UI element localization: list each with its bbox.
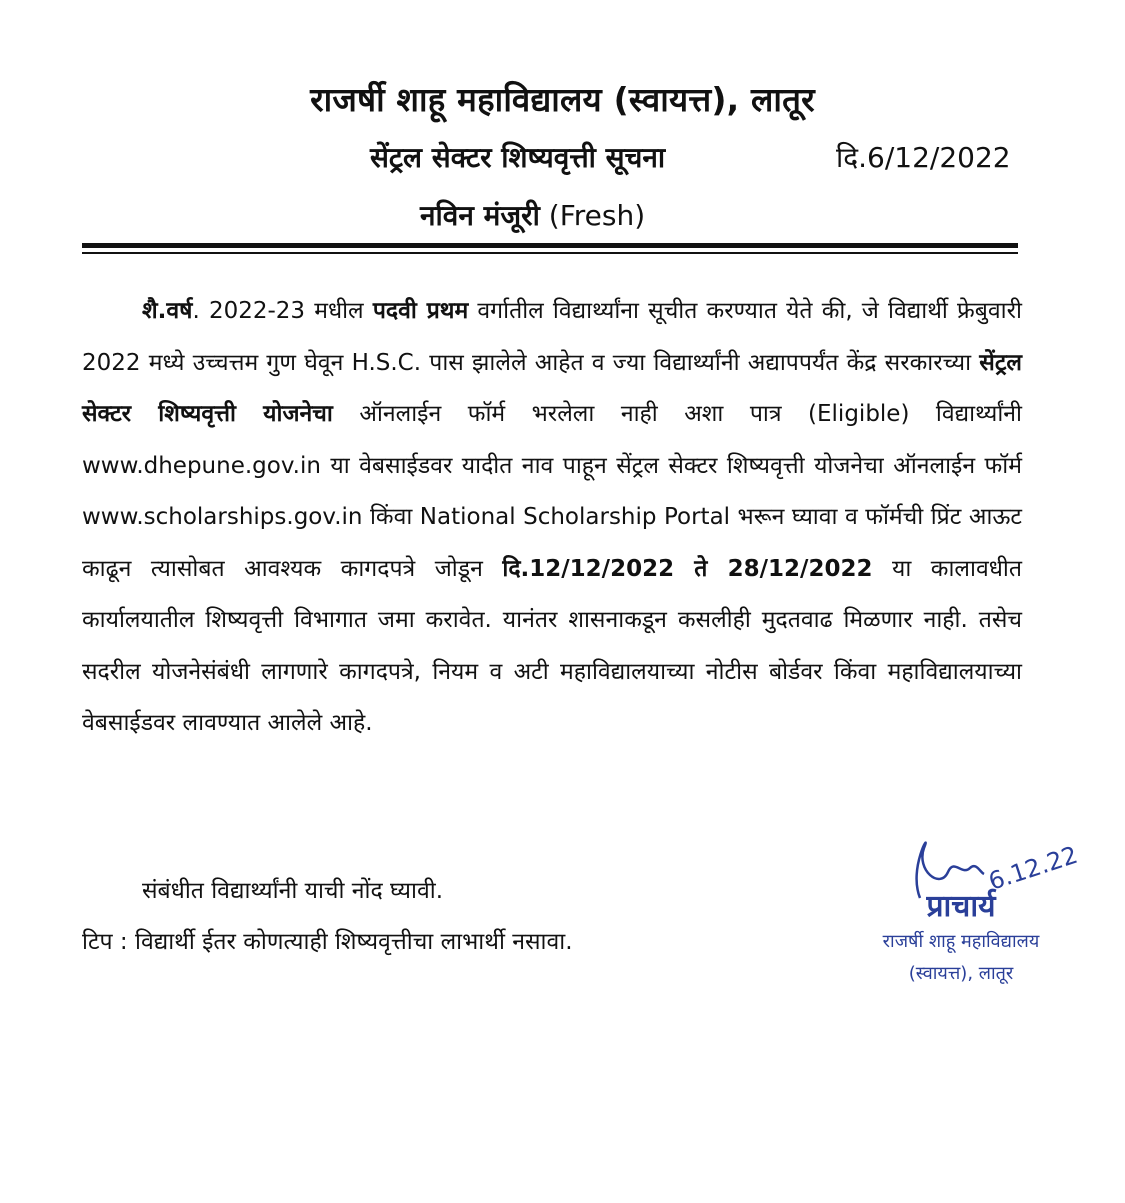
class-name: पदवी प्रथम bbox=[372, 298, 469, 324]
header-divider-thin bbox=[82, 252, 1018, 254]
stamp-location: (स्वायत्त), लातूर bbox=[908, 963, 1014, 984]
approval-label: नविन मंजूरी bbox=[420, 199, 540, 232]
header-divider-thick bbox=[82, 243, 1018, 248]
principal-stamp bbox=[836, 888, 1086, 990]
body-text: ऑनलाईन फॉर्म भरलेला नाही अशा पात्र (Eligible) विद्यार्थ्यांनी www.dhepune.gov.in या वेबसाईडवर यादीत नाव पाहून सेंट्रल सेक्टर शिष्यवृत्ती योजनेचा ऑनलाईन फॉर्म www.scholarships.gov.in किंवा National Scholarship Portal भरून घ्यावा व फॉर्मची प्रिंट आऊट काढून त्यासोबत आवश्यक कागदपत्रे जोडून bbox=[82, 401, 1022, 582]
academic-year-label: शै.वर्ष bbox=[142, 298, 193, 324]
approval-suffix: (Fresh) bbox=[539, 199, 646, 232]
notice-paragraph bbox=[82, 286, 1022, 750]
body-text: वर्गातील विद्यार्थ्यांना सूचीत करण्यात येते की, जे विद्यार्थी फ्रेबुवारी 2022 मध्ये उच्चत्तम गुण घेवून H.S.C. पास झालेले आहेत व ज्या विद्यार्थ्यांनी अद्यापपर्यंत केंद्र सरकारच्या bbox=[82, 298, 1022, 376]
notice-tip: टिप : विद्यार्थी ईतर कोणत्याही शिष्यवृत्तीचा लाभार्थी नसावा. bbox=[82, 929, 573, 955]
submission-period: दि.12/12/2022 ते 28/12/2022 bbox=[502, 555, 873, 582]
stamp-college: राजर्षी शाहू महाविद्यालय bbox=[882, 931, 1040, 952]
notice-instruction: संबंधीत विद्यार्थ्यांनी याची नोंद घ्यावी. bbox=[142, 878, 444, 904]
scheme-name: सेंट्रल सेक्टर शिष्यवृत्ती योजनेचा bbox=[82, 349, 1022, 427]
body-text: . 2022-23 मधील bbox=[192, 298, 373, 324]
body-text: या कालावधीत कार्यालयातील शिष्यवृत्ती विभागात जमा करावेत. यानंतर शासनाकडून कसलीही मुदतवाढ मिळणार नाही. तसेच सदरील योजनेसंबंधी लागणारे कागदपत्रे, नियम व अटी महाविद्यालयाच्या नोटीस बोर्डवर किंवा महाविद्यालयाच्या वेबसाईडवर लावण्यात आलेले आहे. bbox=[82, 555, 1022, 736]
notice-subtitle: सेंट्रल सेक्टर शिष्यवृत्ती सूचना bbox=[370, 141, 666, 174]
stamp-title: प्राचार्य bbox=[926, 889, 996, 924]
notice-body bbox=[82, 286, 1022, 750]
college-title: राजर्षी शाहू महाविद्यालय (स्वायत्त), लातूर bbox=[310, 80, 815, 119]
signature-date: 6.12.22 bbox=[985, 840, 1081, 896]
notice-date: दि.6/12/2022 bbox=[836, 141, 1011, 174]
approval-type bbox=[420, 196, 645, 234]
